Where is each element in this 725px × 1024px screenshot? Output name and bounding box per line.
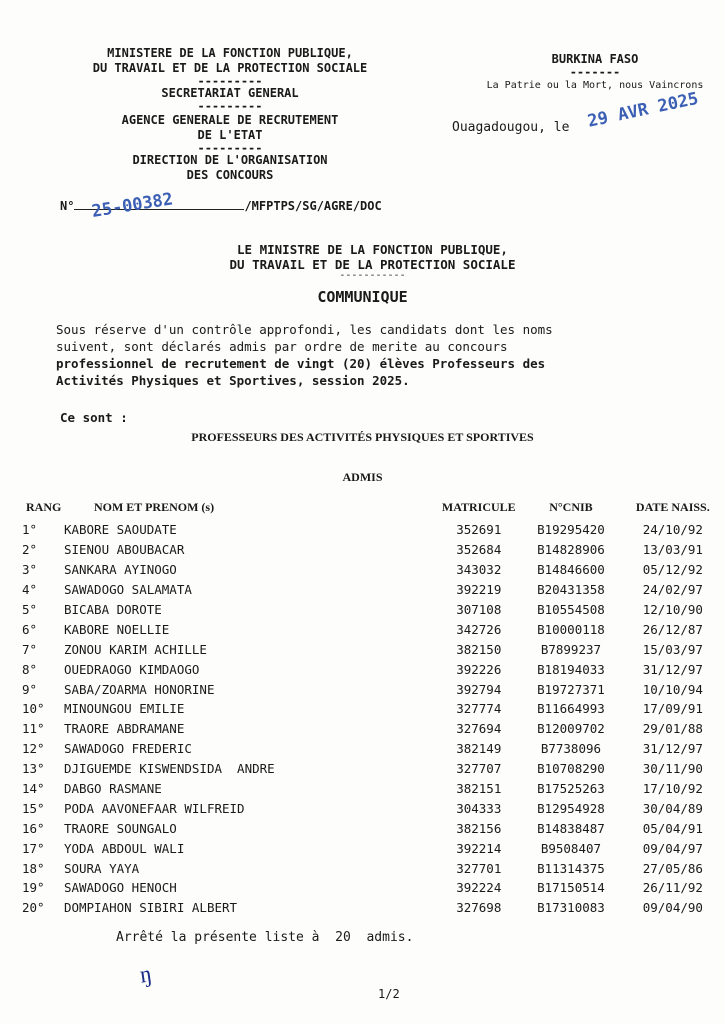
ministry-header bbox=[40, 46, 420, 183]
reference-suffix: /MFPTPS/SG/AGRE/DOC bbox=[244, 199, 382, 213]
cnib-cell: B12954928 bbox=[537, 800, 605, 816]
matricule-cell: 342726 bbox=[456, 621, 502, 637]
cnib-cell: B11314375 bbox=[537, 860, 605, 876]
rang-cell: 18° bbox=[22, 860, 45, 876]
rang-cell: 14° bbox=[22, 781, 45, 797]
name-cell: DOMPIAHON SIBIRI ALBERT bbox=[63, 900, 238, 916]
cnib-cell: B14828906 bbox=[537, 542, 605, 558]
rang-cell: 2° bbox=[22, 542, 38, 558]
minister-line-2: DU TRAVAIL ET DE LA PROTECTION SOCIALE bbox=[229, 257, 516, 272]
reference-stamp: 25-00382 bbox=[90, 189, 175, 222]
rang-cell: 8° bbox=[22, 661, 38, 677]
birthdate-cell: 24/10/92 bbox=[642, 522, 703, 538]
matricule-cell: 307108 bbox=[456, 602, 502, 617]
table-row bbox=[22, 838, 725, 858]
birthdate-cell: 30/11/90 bbox=[642, 761, 703, 777]
matricule-cell: 392794 bbox=[456, 681, 502, 697]
table-row bbox=[22, 520, 725, 540]
agency-line-2: DE L'ETAT bbox=[197, 128, 263, 142]
rang-cell: 16° bbox=[22, 820, 45, 836]
matricule-cell: 392219 bbox=[456, 582, 502, 598]
rang-cell: 20° bbox=[22, 900, 45, 916]
minister-line-1: LE MINISTRE DE LA FONCTION PUBLIQUE, bbox=[237, 242, 508, 257]
direction-line-1: DIRECTION DE L'ORGANISATION bbox=[132, 153, 328, 167]
rang-cell: 15° bbox=[22, 800, 45, 816]
cnib-cell: B12009702 bbox=[537, 721, 605, 737]
ce-sont-label: Ce sont : bbox=[60, 410, 128, 425]
national-motto: La Patrie ou la Mort, nous Vaincrons bbox=[486, 80, 704, 91]
name-cell: SANKARA AYINOGO bbox=[63, 562, 177, 578]
name-cell: ZONOU KARIM ACHILLE bbox=[63, 641, 207, 657]
name-cell: DJIGUEMDE KISWENDSIDA ANDRE bbox=[63, 761, 275, 777]
agency-line-1: AGENCE GENERALE DE RECRUTEMENT bbox=[121, 113, 339, 127]
secretariat-line: SECRETARIAT GENERAL bbox=[161, 86, 299, 100]
admis-label: ADMIS bbox=[342, 470, 383, 484]
birthdate-cell: 05/12/92 bbox=[642, 562, 703, 578]
intro-paragraph bbox=[56, 321, 686, 389]
birthdate-cell: 27/05/86 bbox=[642, 860, 703, 876]
rang-cell: 4° bbox=[22, 582, 38, 598]
table-row bbox=[22, 580, 725, 600]
country-name: BURKINA FASO bbox=[551, 52, 639, 66]
closing-count: 20 bbox=[335, 930, 351, 945]
matricule-cell: 327707 bbox=[456, 761, 502, 777]
birthdate-cell: 05/04/91 bbox=[642, 820, 703, 836]
rang-cell: 11° bbox=[22, 721, 45, 737]
table-row bbox=[22, 719, 725, 739]
rang-cell: 12° bbox=[22, 741, 45, 757]
closing-unit: admis. bbox=[366, 930, 414, 945]
cnib-cell: B17310083 bbox=[537, 900, 605, 916]
table-row bbox=[22, 699, 725, 719]
intro-line-4: Activités Physiques et Sportives, session 2025. bbox=[56, 373, 410, 388]
cnib-cell: B20431358 bbox=[537, 582, 605, 598]
table-row bbox=[22, 759, 725, 779]
rang-cell: 6° bbox=[22, 621, 38, 637]
table-row bbox=[22, 619, 725, 639]
table-row bbox=[22, 560, 725, 580]
table-row bbox=[22, 600, 725, 620]
name-cell: SAWADOGO HENOCH bbox=[63, 880, 177, 896]
rang-cell: 19° bbox=[22, 880, 45, 896]
table-row bbox=[22, 639, 725, 659]
name-cell: TRAORE SOUNGALO bbox=[63, 820, 177, 836]
ministry-line-1: MINISTERE DE LA FONCTION PUBLIQUE, bbox=[107, 46, 353, 60]
cnib-cell: B19295420 bbox=[537, 522, 605, 538]
table-row bbox=[22, 779, 725, 799]
birthdate-cell: 09/04/97 bbox=[642, 840, 703, 856]
matricule-cell: 392224 bbox=[456, 880, 502, 896]
birthdate-cell: 10/10/94 bbox=[642, 681, 703, 697]
header-cnib: N°CNIB bbox=[549, 500, 593, 514]
matricule-cell: 382150 bbox=[456, 641, 502, 657]
signature-initials: ŋ bbox=[138, 961, 154, 989]
header-matricule: MATRICULE bbox=[441, 500, 516, 514]
rang-cell: 1° bbox=[22, 522, 38, 538]
rang-cell: 9° bbox=[22, 681, 38, 697]
cnib-cell: B11664993 bbox=[537, 701, 605, 717]
country-divider: ------- bbox=[569, 65, 621, 79]
name-cell: MINOUNGOU EMILIE bbox=[63, 701, 185, 717]
name-cell: SABA/ZOARMA HONORINE bbox=[63, 681, 215, 697]
birthdate-cell: 29/01/88 bbox=[642, 721, 703, 737]
header-nom: NOM ET PRENOM (s) bbox=[93, 500, 215, 514]
birthdate-cell: 17/10/92 bbox=[642, 781, 703, 797]
name-cell: OUEDRAOGO KIMDAOGO bbox=[63, 661, 200, 677]
divider-dashes: --------- bbox=[197, 141, 263, 155]
place-label: Ouagadougou, le bbox=[452, 120, 570, 135]
matricule-cell: 392226 bbox=[456, 661, 502, 677]
birthdate-cell: 15/03/97 bbox=[642, 641, 703, 657]
name-cell: BICABA DOROTE bbox=[63, 602, 162, 617]
cnib-cell: B7738096 bbox=[540, 741, 602, 757]
birthdate-cell: 31/12/97 bbox=[642, 661, 703, 677]
matricule-cell: 382151 bbox=[456, 781, 502, 797]
minister-heading bbox=[10, 242, 725, 280]
table-row bbox=[22, 898, 725, 918]
ministry-line-2: DU TRAVAIL ET DE LA PROTECTION SOCIALE bbox=[92, 61, 368, 75]
page-title: COMMUNIQUE bbox=[317, 288, 408, 306]
birthdate-cell: 17/09/91 bbox=[642, 701, 703, 717]
cnib-cell: B17525263 bbox=[537, 781, 605, 797]
cnib-cell: B7899237 bbox=[540, 641, 602, 657]
table-row bbox=[22, 739, 725, 759]
name-cell: KABORE SAOUDATE bbox=[63, 522, 177, 538]
cnib-cell: B19727371 bbox=[537, 681, 605, 697]
matricule-cell: 327694 bbox=[456, 721, 502, 737]
table-row bbox=[22, 798, 725, 818]
cnib-cell: B10000118 bbox=[537, 621, 605, 637]
header-rang: RANG bbox=[26, 500, 62, 514]
birthdate-cell: 26/11/92 bbox=[642, 880, 703, 896]
matricule-cell: 382149 bbox=[456, 741, 502, 757]
rang-cell: 3° bbox=[22, 562, 38, 578]
intro-line-1: Sous réserve d'un contrôle approfondi, les candidats dont les noms bbox=[56, 322, 553, 337]
name-cell: PODA AAVONEFAAR WILFREID bbox=[63, 800, 245, 816]
table-row bbox=[22, 659, 725, 679]
matricule-cell: 352684 bbox=[456, 542, 502, 558]
name-cell: TRAORE ABDRAMANE bbox=[63, 721, 185, 737]
cnib-cell: B10554508 bbox=[537, 602, 605, 617]
birthdate-cell: 09/04/90 bbox=[642, 900, 703, 916]
name-cell: SAWADOGO SALAMATA bbox=[63, 582, 192, 598]
table-row bbox=[22, 818, 725, 838]
cnib-cell: B9508407 bbox=[540, 840, 602, 856]
header-date: DATE NAISS. bbox=[635, 500, 710, 514]
matricule-cell: 343032 bbox=[456, 562, 502, 578]
section-title: PROFESSEURS DES ACTIVITÉS PHYSIQUES ET SPORTIVES bbox=[191, 430, 534, 444]
divider-dashes: --------- bbox=[197, 99, 263, 113]
closing-text: Arrêté la présente liste à bbox=[116, 930, 320, 945]
rang-cell: 7° bbox=[22, 641, 38, 657]
direction-line-2: DES CONCOURS bbox=[186, 168, 274, 182]
birthdate-cell: 12/10/90 bbox=[642, 602, 703, 617]
table-row bbox=[22, 858, 725, 878]
birthdate-cell: 31/12/97 bbox=[642, 741, 703, 757]
divider-dashes: --------- bbox=[197, 74, 263, 88]
reference-prefix: N° bbox=[60, 199, 75, 213]
matricule-cell: 392214 bbox=[456, 840, 502, 856]
cnib-cell: B17150514 bbox=[537, 880, 605, 896]
matricule-cell: 352691 bbox=[456, 522, 502, 538]
cnib-cell: B14838487 bbox=[537, 820, 605, 836]
minister-divider: ----------- bbox=[339, 270, 406, 281]
birthdate-cell: 24/02/97 bbox=[642, 582, 703, 598]
name-cell: SIENOU ABOUBACAR bbox=[63, 542, 185, 558]
name-cell: YODA ABDOUL WALI bbox=[63, 840, 185, 856]
name-cell: SOURA YAYA bbox=[63, 860, 140, 876]
birthdate-cell: 30/04/89 bbox=[642, 800, 703, 816]
cnib-cell: B14846600 bbox=[537, 562, 605, 578]
intro-line-3: professionnel de recrutement de vingt (20) élèves Professeurs des bbox=[56, 356, 546, 371]
birthdate-cell: 13/03/91 bbox=[642, 542, 703, 558]
intro-line-2: suivent, sont déclarés admis par ordre de merite au concours bbox=[56, 339, 508, 354]
matricule-cell: 382156 bbox=[456, 820, 502, 836]
matricule-cell: 327701 bbox=[456, 860, 502, 876]
rang-cell: 13° bbox=[22, 761, 45, 777]
table-header-row bbox=[22, 500, 725, 520]
matricule-cell: 304333 bbox=[456, 800, 502, 816]
results-table bbox=[22, 500, 725, 918]
date-stamp: 29 AVR 2025 bbox=[585, 88, 701, 132]
table-body bbox=[22, 520, 725, 918]
table-row bbox=[22, 679, 725, 699]
country-header bbox=[470, 52, 720, 91]
cnib-cell: B18194033 bbox=[537, 661, 605, 677]
name-cell: DABGO RASMANE bbox=[63, 781, 162, 797]
table-row bbox=[22, 540, 725, 560]
rang-cell: 5° bbox=[22, 602, 38, 617]
rang-cell: 10° bbox=[22, 701, 45, 717]
birthdate-cell: 26/12/87 bbox=[642, 621, 703, 637]
name-cell: KABORE NOELLIE bbox=[63, 621, 170, 637]
matricule-cell: 327698 bbox=[456, 900, 502, 916]
cnib-cell: B10708290 bbox=[537, 761, 605, 777]
closing-line bbox=[116, 930, 413, 945]
matricule-cell: 327774 bbox=[456, 701, 502, 717]
page-number: 1/2 bbox=[378, 987, 400, 1001]
name-cell: SAWADOGO FREDERIC bbox=[63, 741, 192, 757]
rang-cell: 17° bbox=[22, 840, 45, 856]
table-row bbox=[22, 878, 725, 898]
